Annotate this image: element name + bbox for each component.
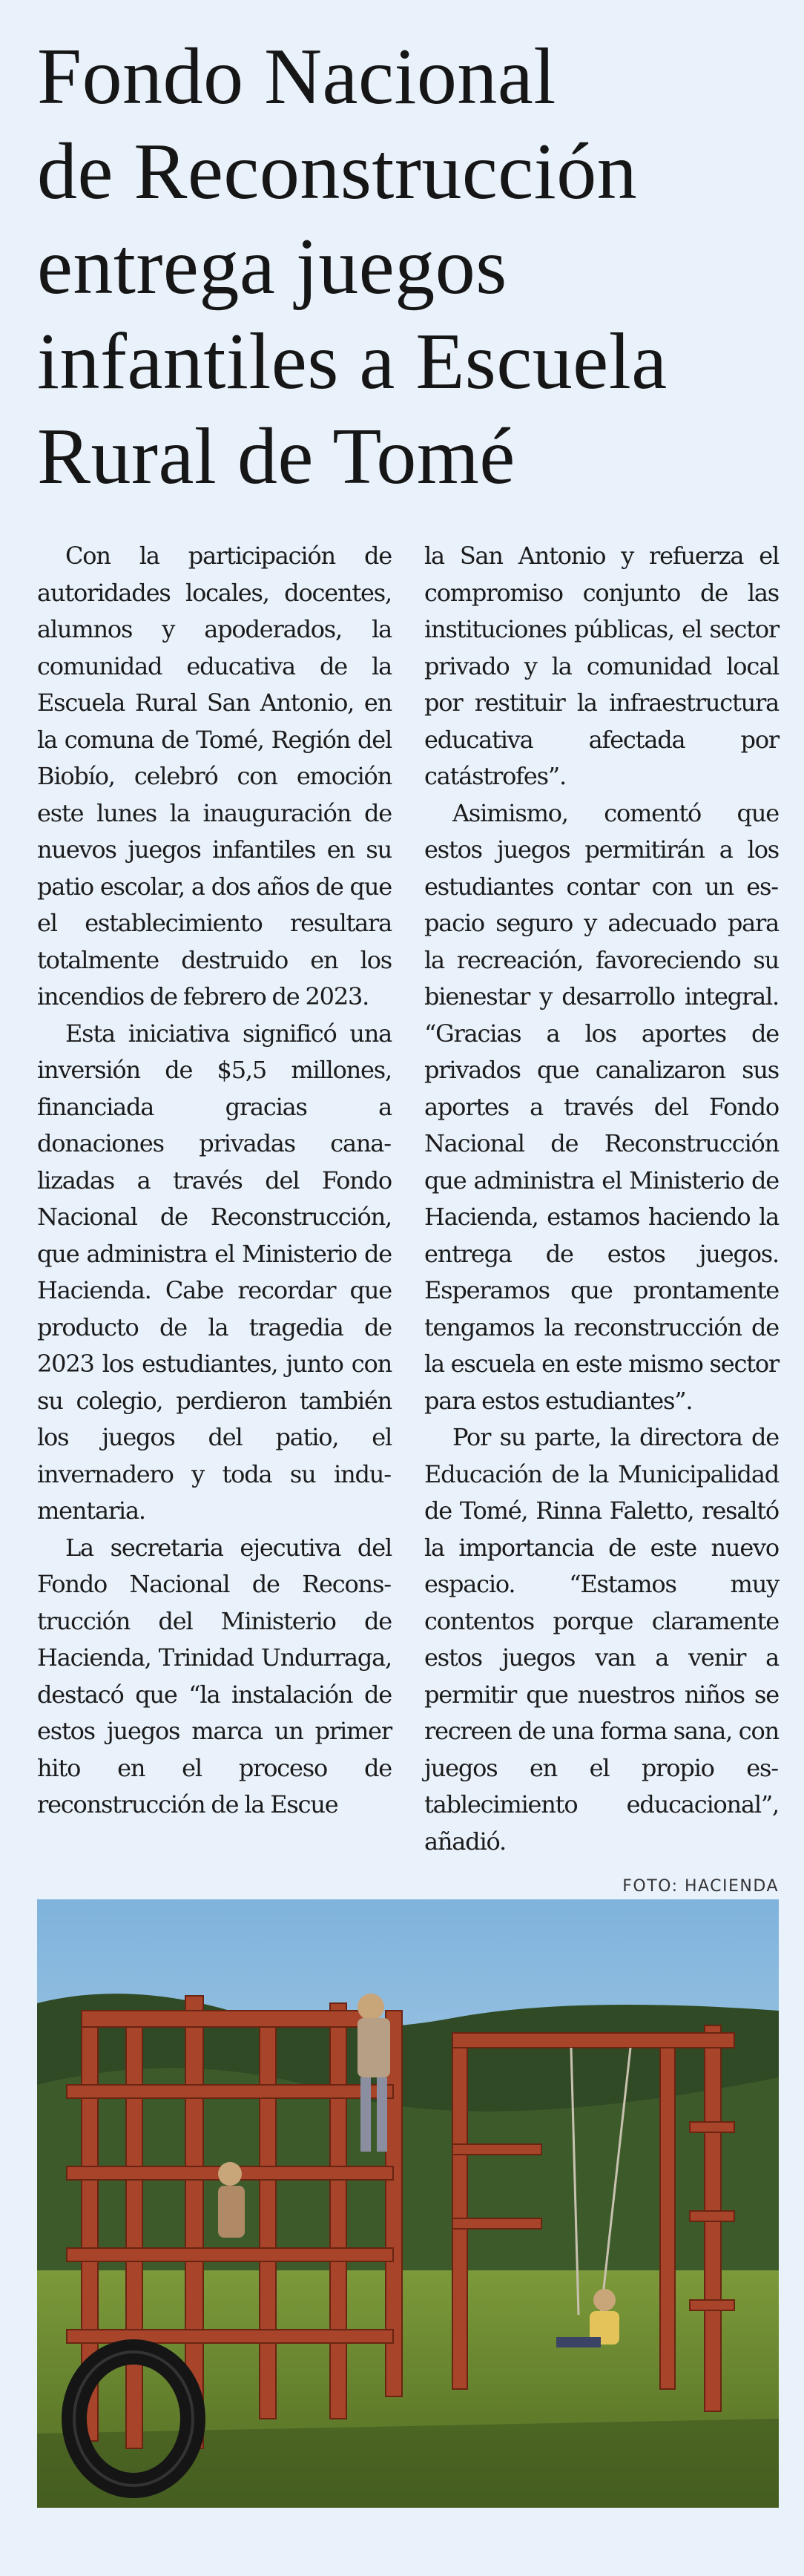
body-paragraph: Asimismo, comentó que estos juegos permitirán a los estudiantes contar con un espacio seguro y adecuado para la recreación, favoreciendo su bienestar y desarrollo integral. “Gracias a los aportes de privados que canalizaron sus aportes a través del Fondo Nacional de Reconstrucción que administra el Ministerio de Hacienda, estamos haciendo la entrega de estos juegos. Esperamos que prontamente tengamos la reconstrucción de la escuela en este mismo sector para estos estudiantes”. [424,798,779,1415]
headline-line: entrega juegos [37,223,507,311]
headline-line: Rural de Tomé [37,413,515,501]
body-column-left [37,538,392,1860]
headline [37,30,779,505]
headline-line: infantiles a Escuela [37,318,668,406]
body-column-right [424,538,779,1860]
photo-credit: FOTO: HACIENDA [622,1877,779,1896]
body-paragraph: La secretaria ejecutiva del Fondo Nacional de Reconstrucción del Ministerio de Hacienda, Trinidad Undurraga, destacó que “la instalación de estos juegos marca un primer hito en el proceso de reconstrucción de la Escue [37,1533,392,1818]
body-paragraph: Por su parte, la directora de Educación de la Municipalidad de Tomé, Rinna Faletto, resaltó la importancia de este nuevo espacio. “Estamos muy contentos porque claramente estos juegos van a venir a permitir que nuestros niños se recreen de una forma sana, con juegos en el propio establecimiento educacional”, añadió. [424,1423,779,1856]
body-paragraph: Con la participación de autoridades locales, docentes, alumnos y apoderados, la comunidad educativa de la Escuela Rural San Antonio, en la comuna de Tomé, Región del Biobío, celebró con emoción este lunes la inauguración de nuevos juegos infantiles en su patio escolar, a dos años de que el establecimiento resultara totalmente destruido en los incendios de febrero de 2023. [37,542,392,1011]
body-paragraph: Esta iniciativa significó una inversión de $5,5 millones, financiada gracias a donaciones privadas canalizadas a través del Fondo Nacional de Reconstrucción, que administra el Ministerio de Hacienda. Cabe recordar que producto de la tragedia de 2023 los estudiantes, junto con su colegio, perdieron también los juegos del patio, el invernadero y toda su indumentaria. [37,1019,392,1525]
headline-line: de Reconstrucción [37,128,638,216]
body-paragraph: la San Antonio y refuerza el compromiso conjunto de las instituciones públicas, el sector privado y la comunidad local por restituir la infraestructura educativa afectada por catástrofes”. [424,542,779,790]
article-body [37,538,779,1860]
playground-photo [37,1899,779,2508]
headline-line: Fondo Nacional [37,33,556,121]
